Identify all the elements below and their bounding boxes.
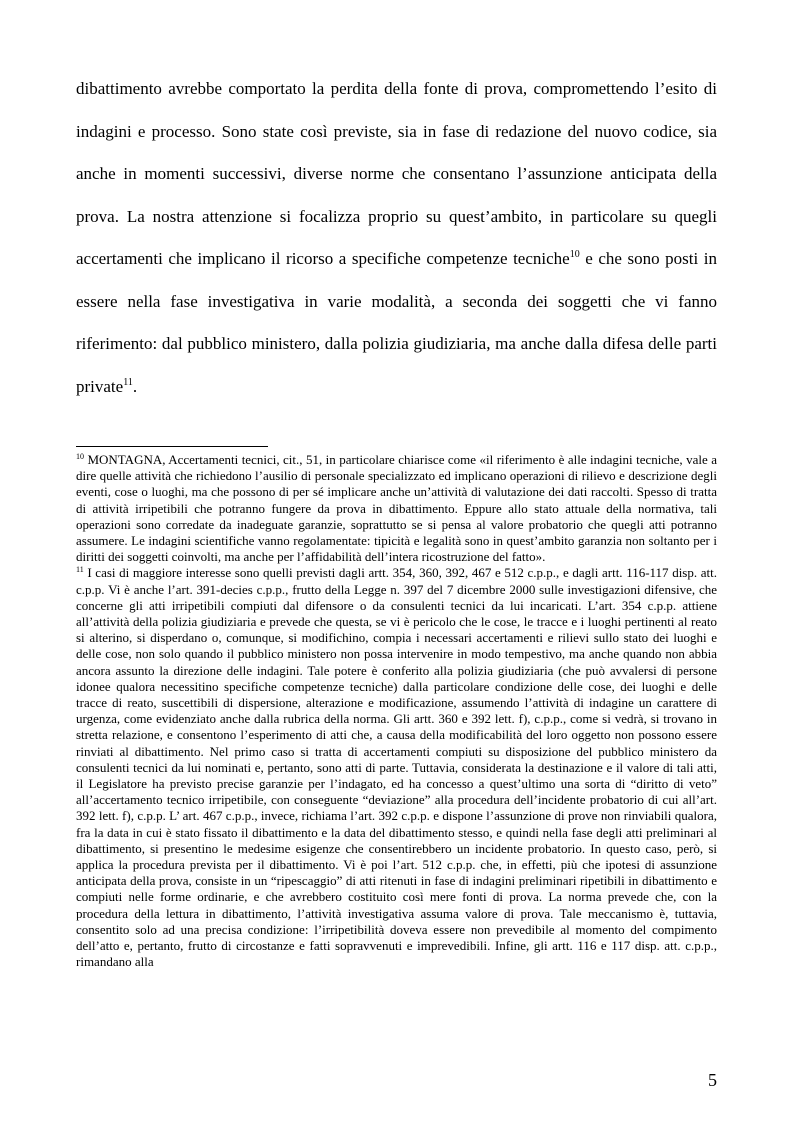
footnote-ref-10[interactable]: 10 — [569, 249, 580, 260]
footnote-11 — [76, 565, 717, 970]
page-number: 5 — [708, 1070, 717, 1090]
footnote-text: MONTAGNA, Accertamenti tecnici, cit., 51, in particolare chiarisce come «il riferimento è alle indagini tecniche, vale a dire quelle attività che richiedono l’ausilio di personale specializzato ed implicano operazioni di rilievo e descrizione degli eventi, cose o luoghi, ma che possono di per sé implicare anche un’attività di valutazione dei dati raccolti. Spesso di tratta di attività irripetibili che potranno fungere da prova in dibattimento. Eppure allo stato attuale della normativa, tali operazioni sono corredate da inadeguate garanzie, soprattutto se si pensa al valore probatorio che quegli atti potranno assumere. Le indagini scientifiche vanno regolamentate: tipicità e legalità sono in quest’ambito garanzia non soltanto per i diritti dei soggetti coinvolti, ma anche per l’affidabilità dell’intera ricostruzione del fatto». — [76, 452, 717, 565]
footnote-separator — [76, 446, 268, 447]
footnote-number: 11 — [76, 565, 84, 575]
footnote-10 — [76, 452, 717, 565]
footnotes — [76, 452, 717, 971]
body-paragraph — [76, 68, 717, 408]
body-text-1: dibattimento avrebbe comportato la perdita della fonte di prova, compromettendo l’esito di indagini e processo. Sono state così previste, sia in fase di redazione del nuovo codice, sia anche in momenti successivi, diverse norme che consentano l’assunzione anticipata della prova. La nostra attenzione si focalizza proprio su quest’ambito, in particolare su quegli accertamenti che implicano il ricorso a specifiche competenze tecniche — [76, 79, 717, 268]
footnote-number: 10 — [76, 452, 84, 461]
body-text-2: e che sono posti in essere nella fase investigativa in varie modalità, a seconda dei soggetti che vi fanno riferimento: dal pubblico ministero, dalla polizia giudiziaria, ma anche dalla difesa delle parti private — [76, 249, 717, 396]
body-text-3: . — [132, 376, 138, 396]
footnote-ref-11[interactable]: 11 — [123, 376, 133, 388]
footnote-text: I casi di maggiore interesse sono quelli previsti dagli artt. 354, 360, 392, 467 e 512 c.p.p., e dagli artt. 116-117 disp. att. c.p.p. Vi è anche l’art. 391-decies c.p.p., frutto della Legge n. 397 del 7 dicembre 2000 sulle investigazioni difensive, che concerne gli atti irripetibili compiuti dal difensore o da consulenti tecnici da lui incaricati. L’art. 354 c.p.p. attiene all’attività della polizia giudiziaria e prevede che questa, se vi è pericolo che le cose, le tracce e i luoghi pertinenti al reato si alterino, si disperdano o, comunque, si modifichino, compia i necessari accertamenti e rilievi sullo stato dei luoghi e delle cose, non solo quando il pubblico ministero non possa intervenire in modo tempestivo, ma anche quando non abbia ancora assunto la direzione delle indagini. Tale potere è conferito alla polizia giudiziaria (che può avvalersi di persone idonee qualora necessitino specifiche competenze tecniche) dalla particolare condizione delle cose, dei luoghi e delle tracce di reato, suscettibili di dispersione, alterazione e modificazione, assumendo l’attività di indagine un carattere di urgenza, come evidenziato anche dalla rubrica della norma. Gli artt. 360 e 392 lett. f), c.p.p., come si vedrà, si trovano in stretta relazione, e consentono l’esperimento di atti che, a causa della modificabilità del loro oggetto non possono essere rinviati al dibattimento. Nel primo caso si tratta di accertamenti compiuti su disposizione del pubblico ministero da consulenti tecnici da lui nominati e, pertanto, sono atti di parte. Tuttavia, considerata la destinazione e il valore di tali atti, il Legislatore ha previsto precise garanzie per l’indagato, ed ha concesso a quest’ultimo una sorta di “diritto di veto” all’accertamento tecnico irripetibile, con conseguente “deviazione” alla procedura dell’incidente probatorio di cui all’art. 392 lett. f), c.p.p. L’ art. 467 c.p.p., invece, richiama l’art. 392 c.p.p. e dispone l’assunzione di prove non rinviabili qualora, fra la data in cui è stato fissato il dibattimento e la data del dibattimento stesso, e quindi nella fase degli atti preliminari al dibattimento, si presentino le medesime esigenze che consentirebbero un incidente probatorio. In questo caso, però, si applica la procedura prevista per il dibattimento. Vi è poi l’art. 512 c.p.p. che, in effetti, più che ipotesi di assunzione anticipata della prova, consiste in un “ripescaggio” di atti ritenuti in fase di indagini preliminari ripetibili in dibattimento e compiuti nelle forme ordinarie, e che avrebbero costituito così mere fonti di prova. La norma prevede che, con la procedura della lettura in dibattimento, l’attività investigativa assuma valore di prova. Tale meccanismo è, tuttavia, consentito solo ad una precisa condizione: l’irripetibilità doveva essere non prevedibile al momento del compimento dell’atto e, pertanto, frutto di circostanze e fatti sopravvenuti e imprevedibili. Infine, gli artt. 116 e 117 disp. att. c.p.p., rimandano alla — [76, 565, 717, 970]
